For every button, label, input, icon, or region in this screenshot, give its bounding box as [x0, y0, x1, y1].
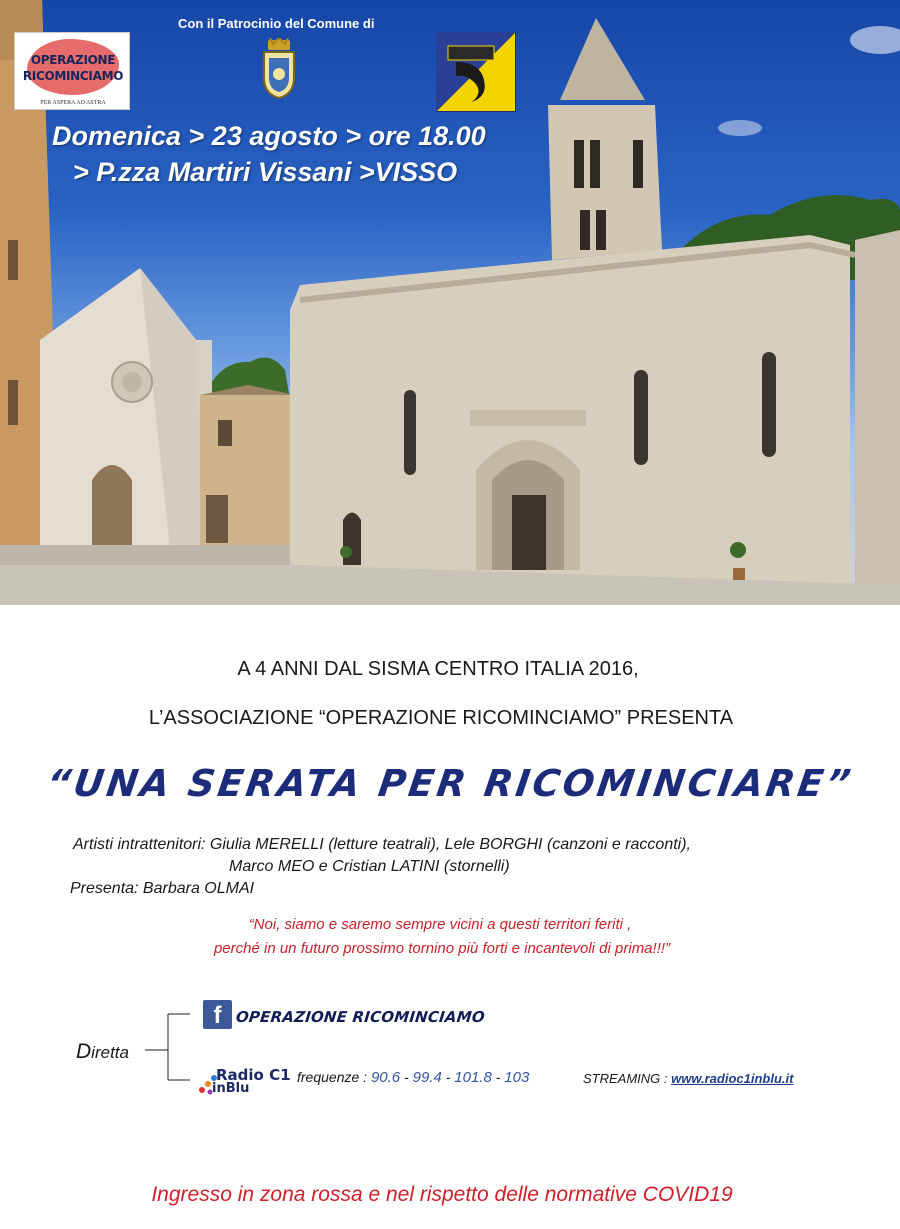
- event-location: > P.zza Martiri Vissani >VISSO: [73, 157, 458, 187]
- presenter-line: Presenta: Barbara OLMAI: [70, 880, 255, 897]
- header-photo: [0, 0, 900, 605]
- logo-line-1: OPERAZIONE: [30, 53, 116, 67]
- radio-c1-inblu-logo: [196, 1066, 294, 1098]
- frequencies-label: frequenze :: [297, 1069, 368, 1085]
- diretta-initial: D: [76, 1040, 92, 1063]
- diretta-rest: iretta: [91, 1043, 129, 1062]
- event-date-time: Domenica > 23 agosto > ore 18.00: [52, 121, 486, 151]
- event-title: “UNA SERATA PER RICOMINCIARE”: [43, 762, 857, 805]
- frequency-value: 99.4: [412, 1069, 442, 1086]
- frequency-value: 103: [504, 1069, 530, 1086]
- frequencies-row: frequenze : 90.6 - 99.4 - 101.8 - 103: [297, 1069, 530, 1086]
- radio-logo-line-1: Radio C1: [216, 1066, 291, 1084]
- frequency-value: 101.8: [454, 1069, 492, 1086]
- streaming-row: [583, 1071, 793, 1086]
- covid-notice: Ingresso in zona rossa e nel rispetto delle normative COVID19: [151, 1183, 733, 1206]
- association-emblem-icon: [436, 32, 516, 112]
- facebook-page-name[interactable]: OPERAZIONE RICOMINCIAMO: [235, 1008, 486, 1026]
- operazione-ricominciamo-logo: [14, 32, 130, 110]
- streaming-label: STREAMING :: [583, 1071, 668, 1086]
- diretta-label: [76, 1040, 129, 1064]
- quote-line-2: perché in un futuro prossimo tornino più forti e incantevoli di prima!!!”: [213, 940, 671, 957]
- radio-logo-line-2: inBlu: [212, 1081, 250, 1096]
- intro-line-2: L’ASSOCIAZIONE “OPERAZIONE RICOMINCIAMO” PRESENTA: [148, 707, 734, 729]
- logo-motto: PER ASPERA AD ASTRA: [40, 100, 106, 106]
- credits-line-2: Marco MEO e Cristian LATINI (stornelli): [229, 858, 510, 875]
- intro-line-1: A 4 ANNI DAL SISMA CENTRO ITALIA 2016,: [237, 658, 639, 680]
- municipal-crest-icon: [261, 38, 297, 100]
- facebook-icon[interactable]: f: [203, 1000, 232, 1029]
- credits-line-1: Artisti intrattenitori: Giulia MERELLI (letture teatrali), Lele BORGHI (canzoni e racconti),: [73, 836, 691, 853]
- logo-red-shape: [27, 39, 119, 95]
- patronage-text: Con il Patrocinio del Comune di: [178, 16, 375, 31]
- frequency-value: 90.6: [370, 1069, 401, 1086]
- logo-line-2: RICOMINCIAMO: [22, 69, 124, 83]
- quote-line-1: “Noi, siamo e saremo sempre vicini a questi territori feriti ,: [248, 916, 632, 933]
- streaming-link[interactable]: www.radioc1inblu.it: [671, 1071, 794, 1086]
